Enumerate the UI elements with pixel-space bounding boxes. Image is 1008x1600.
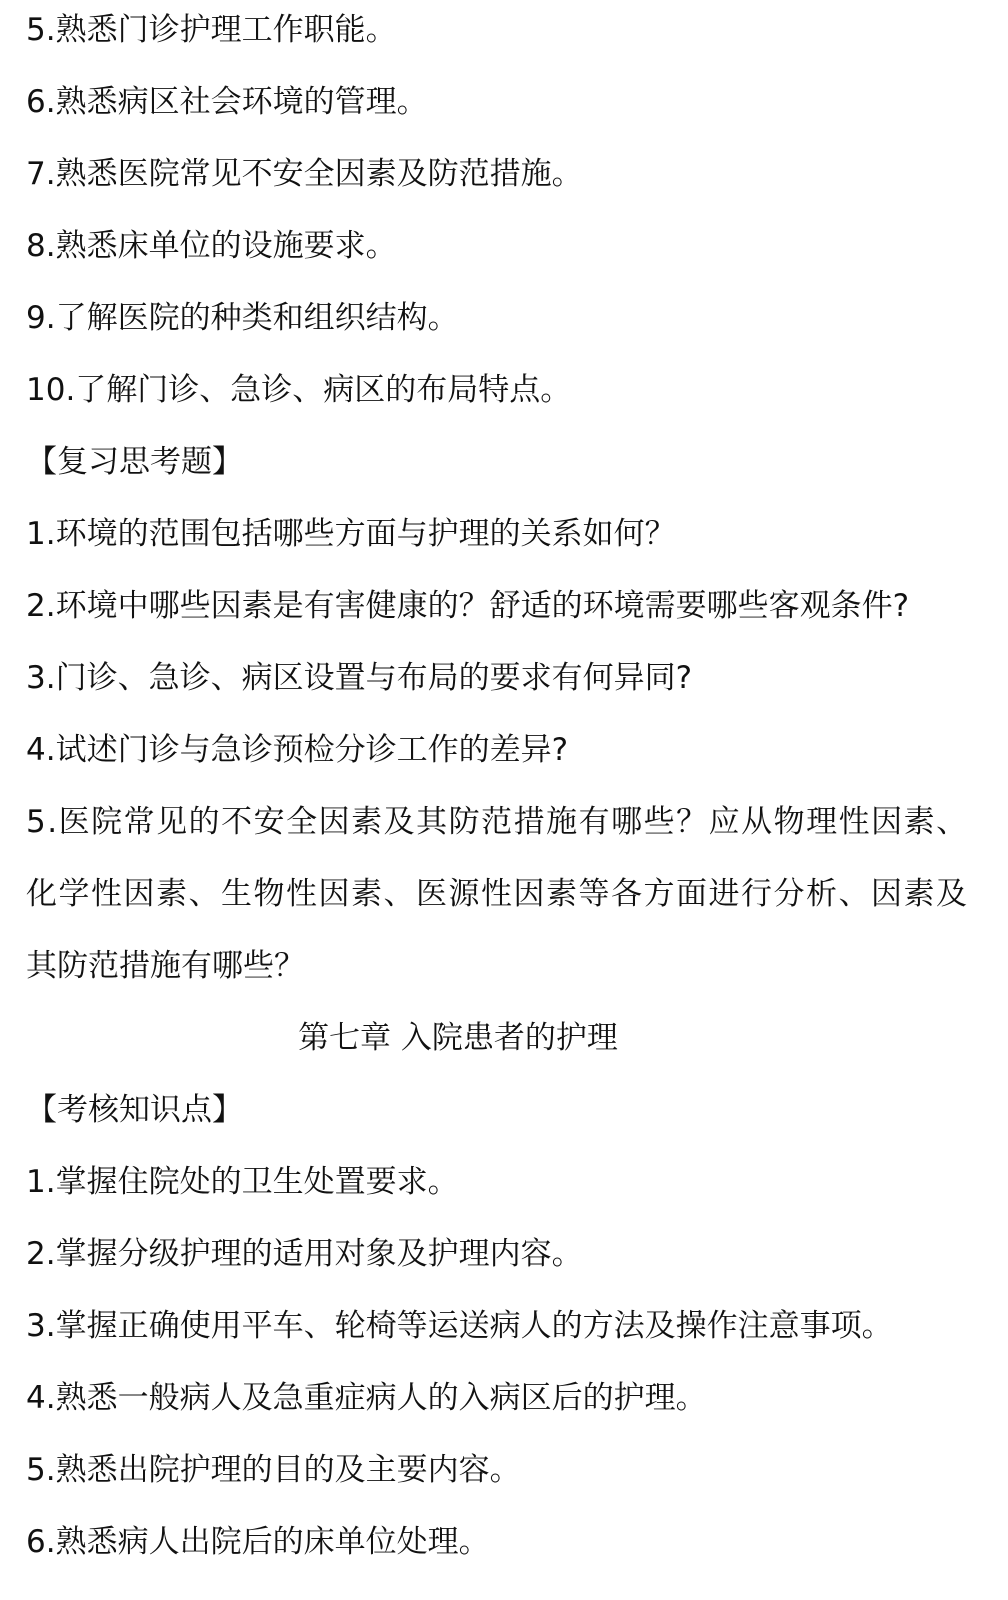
review-question-line: 5.医院常见的不安全因素及其防范措施有哪些？应从物理性因素、: [26, 804, 969, 840]
list-item: 5.熟悉门诊护理工作职能。: [26, 12, 397, 48]
knowledge-points-heading: 【考核知识点】: [26, 1092, 243, 1128]
knowledge-item: 5.熟悉出院护理的目的及主要内容。: [26, 1452, 521, 1488]
list-item: 10.了解门诊、急诊、病区的布局特点。: [26, 372, 572, 408]
review-questions-heading: 【复习思考题】: [26, 444, 243, 480]
knowledge-item: 6.熟悉病人出院后的床单位处理。: [26, 1524, 490, 1560]
review-question: 4.试述门诊与急诊预检分诊工作的差异?: [26, 732, 569, 768]
knowledge-item: 2.掌握分级护理的适用对象及护理内容。: [26, 1236, 583, 1272]
knowledge-item: 4.熟悉一般病人及急重症病人的入病区后的护理。: [26, 1380, 707, 1416]
review-question: 3.门诊、急诊、病区设置与布局的要求有何异同?: [26, 660, 693, 696]
list-item: 9.了解医院的种类和组织结构。: [26, 300, 459, 336]
knowledge-item: 1.掌握住院处的卫生处置要求。: [26, 1164, 459, 1200]
knowledge-item: 3.掌握正确使用平车、轮椅等运送病人的方法及操作注意事项。: [26, 1308, 893, 1344]
chapter-title: 第七章 入院患者的护理: [298, 1020, 618, 1056]
review-question-line: 化学性因素、生物性因素、医源性因素等各方面进行分析、因素及: [26, 876, 969, 912]
review-question: 2.环境中哪些因素是有害健康的？舒适的环境需要哪些客观条件?: [26, 588, 910, 624]
list-item: 8.熟悉床单位的设施要求。: [26, 228, 397, 264]
list-item: 6.熟悉病区社会环境的管理。: [26, 84, 428, 120]
list-item: 7.熟悉医院常见不安全因素及防范措施。: [26, 156, 583, 192]
review-question-line: 其防范措施有哪些？: [26, 948, 305, 984]
review-question: 1.环境的范围包括哪些方面与护理的关系如何？: [26, 516, 676, 552]
